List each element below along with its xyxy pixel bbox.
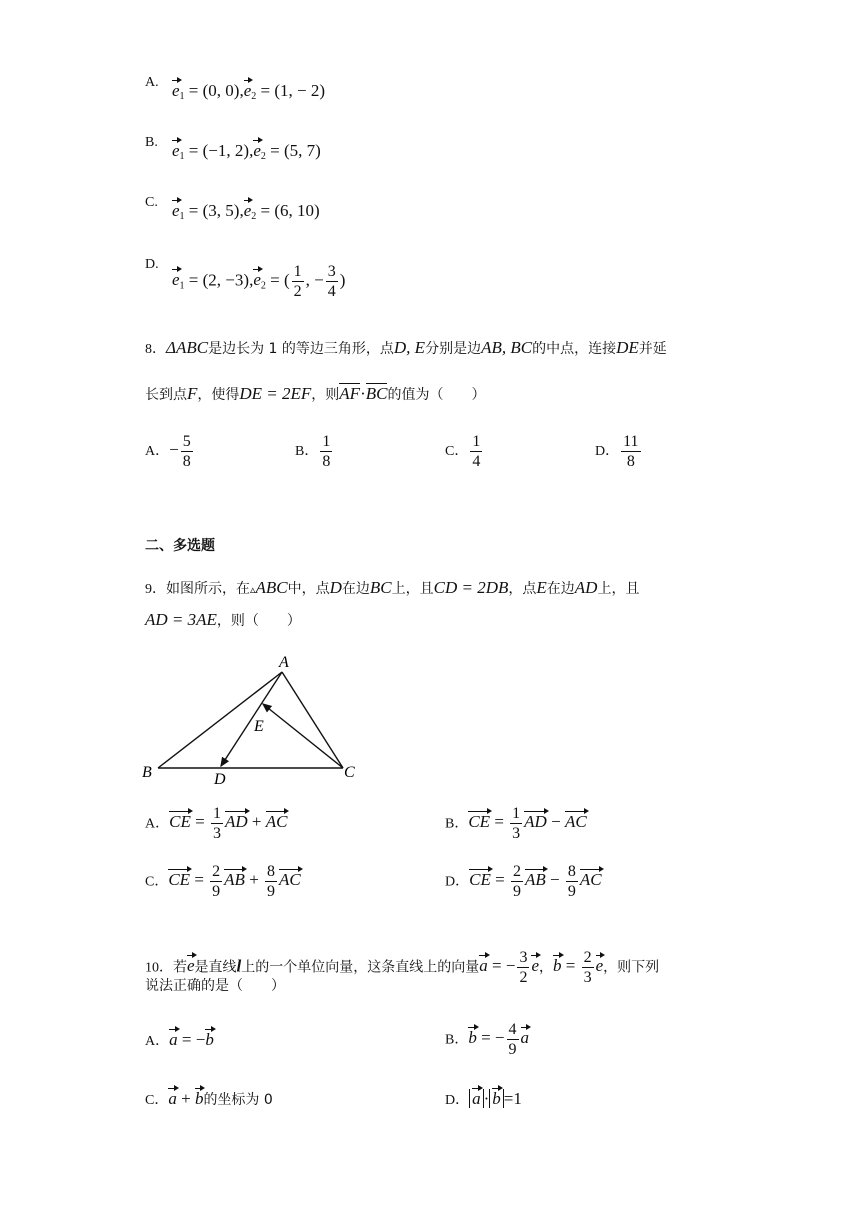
q7-option-a-expr: $e_1 = (0$, $0),e_2 = (1$, − 2) xyxy=(172,81,326,102)
option-letter: A. xyxy=(145,75,159,90)
q7-option-c-expr: $e_1 = (3$, $5),e_2 = (6$, 10) xyxy=(172,201,320,222)
q10-option-a: A．a = −b xyxy=(145,1030,214,1049)
q10-line1: 10．若e是直线l上的一个单位向量，这条直线上的向量a = − $\frac{3}{2}$ e，b = $\frac{2}{3}$ e，则下列 xyxy=(145,949,660,986)
q9-line2: AD = 3AE，则（ ） xyxy=(145,610,301,629)
q10-option-c: C．a + b的坐标为 0 xyxy=(145,1089,273,1108)
q7-option-d: D. xyxy=(145,257,159,272)
fraction: $\frac{5}{8}$ xyxy=(182,433,191,470)
q8-option-c: C． $\frac{1}{4}$ xyxy=(445,433,481,470)
vec-bc: BC xyxy=(365,384,388,403)
q8-option-d: D． $\frac{11}{8}$ xyxy=(595,433,639,470)
fraction: $\frac{3}{4}$ xyxy=(327,263,336,300)
point-label-e: E xyxy=(254,718,264,735)
point-label-c: C xyxy=(344,764,355,781)
fraction: $\frac{1}{4}$ xyxy=(472,433,481,470)
q10-option-b: B．b = − $\frac{4}{9}$ a xyxy=(445,1021,530,1058)
q7-option-c: C. xyxy=(145,195,158,210)
vec-e1: e xyxy=(172,81,180,100)
point-label-a: A xyxy=(279,654,289,671)
q8-option-b: B． $\frac{1}{8}$ xyxy=(295,433,331,470)
triangle-figure xyxy=(140,650,370,790)
q8-line2: 长到点F，使得DE = 2EF，则AF·BC的值为（ ） xyxy=(145,384,486,403)
fraction: $\frac{1}{2}$ xyxy=(293,263,302,300)
q7-option-b-expr: $e_1 = (-1$, $2),e_2 = (5$, 7) xyxy=(172,141,321,162)
q9-line1: 9．如图所示，在▵ABC中，点D在边BC上，且CD = 2DB，点E在边AD上，且 xyxy=(145,578,640,597)
side-ac xyxy=(282,672,343,768)
q8-line1: 8．ΔABC是边长为 1 的等边三角形，点D, E分别是边AB, BC的中点，连接DE并延 xyxy=(145,338,667,357)
vector-ce xyxy=(263,704,343,768)
fraction: $\frac{1}{8}$ xyxy=(322,433,331,470)
q9-option-c: C．CE = $\frac{2}{9}$ AB + $\frac{8}{9}$ AC xyxy=(145,863,301,900)
q10-option-d: D． a · b =1 xyxy=(445,1089,522,1108)
q10-line2: 说法正确的是（ ） xyxy=(145,978,285,994)
point-label-d: D xyxy=(214,771,226,788)
q7-option-d-expr: $e_1 = (2$, $-3),e_2$ = ( $\frac{1}{2}$ , − $\frac{3}{4}$ ) xyxy=(172,263,346,300)
q8-option-a: A．− $\frac{5}{8}$ xyxy=(145,433,191,470)
q7-option-b: B. xyxy=(145,135,158,150)
section-heading: 二、多选题 xyxy=(145,538,215,554)
vec-e2: e xyxy=(243,81,252,100)
fraction: $\frac{11}{8}$ xyxy=(623,433,639,470)
vector-ad xyxy=(221,672,282,766)
q9-option-a: A．CE = $\frac{1}{3}$ AD + AC xyxy=(145,805,288,842)
point-label-b: B xyxy=(142,764,152,781)
vec-af: AF xyxy=(339,384,361,403)
q9-option-d: D．CE = $\frac{2}{9}$ AB − $\frac{8}{9}$ AC xyxy=(445,863,602,900)
q9-option-b: B．CE = $\frac{1}{3}$ AD − AC xyxy=(445,805,587,842)
q7-option-a xyxy=(145,74,159,91)
